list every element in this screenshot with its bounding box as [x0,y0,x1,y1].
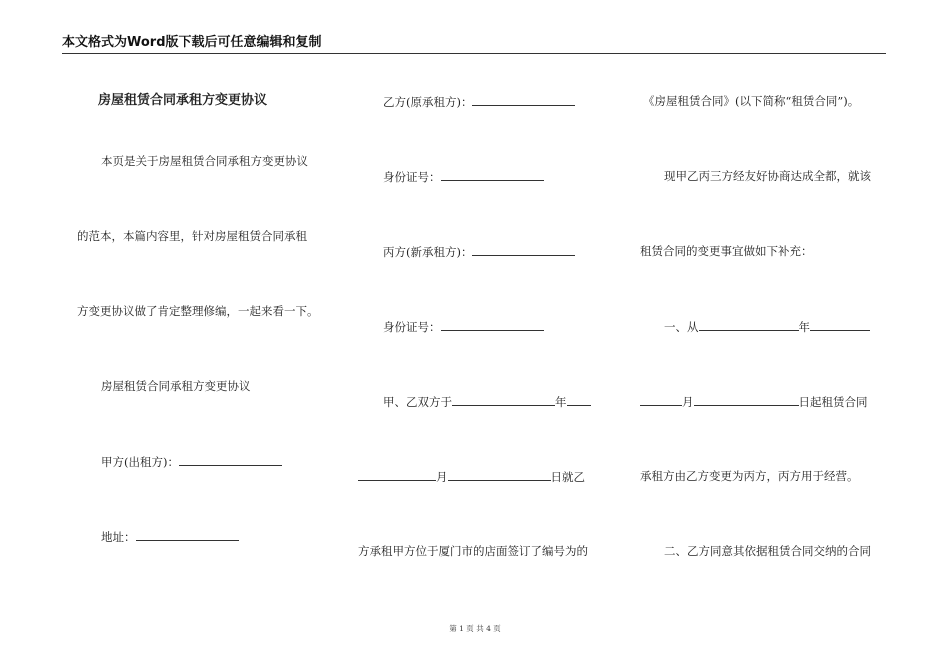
item-1-line [664,319,870,334]
item-1-day-blank [694,394,799,406]
party-a-label: 甲方(出租方)： [101,455,179,469]
item-1-month-blank-start [810,319,870,331]
tenant-change-line: 承租方由乙方变更为丙方，丙方用于经营。 [640,469,859,483]
party-b-label: 乙方(原承租方)： [383,95,473,109]
day-label: 日就乙 [550,470,585,484]
item-1-month-label: 月 [682,395,694,409]
year-label: 年 [555,395,567,409]
agreement-day-blank [448,469,551,481]
party-b-id-line [383,169,544,184]
item-1-line-2 [640,394,868,409]
party-a-blank [179,454,282,466]
item-1-year-label: 年 [798,320,810,334]
address-line [101,529,239,544]
agreement-month-blank [358,469,436,481]
header-title: 本文格式为Word版下载后可任意编辑和复制 [62,35,322,50]
intro-line-3: 方变更协议做了肯定整理修编，一起来看一下。 [77,304,319,318]
party-a-line [101,454,282,469]
month-label: 月 [436,470,448,484]
intro-line-2: 的范本，本篇内容里，针对房屋租赁合同承租 [77,229,307,243]
item-2-line: 二、乙方同意其依据租赁合同交纳的合同 [664,544,871,558]
item-1-month-blank [640,394,682,406]
document-title: 房屋租赁合同承租方变更协议 [98,93,268,108]
agreement-subtitle: 房屋租赁合同承租方变更协议 [101,379,251,393]
document-header [62,33,886,54]
address-label: 地址： [101,530,136,544]
party-c-id-blank [441,319,544,331]
party-b-line [383,94,575,109]
now-line-1: 现甲乙丙三方经友好协商达成全都，就该 [664,169,871,183]
party-b-id-blank [441,169,544,181]
agreement-month-blank-start [567,394,591,406]
page-number: 第 1 页 共 4 页 [449,624,501,633]
party-c-id-label: 身份证号： [383,320,441,334]
now-line-2: 租赁合同的变更事宜做如下补充： [640,244,813,258]
item-1-year-blank [699,319,799,331]
agreement-year-blank [452,394,555,406]
intro-line-1: 本页是关于房屋租赁合同承租方变更协议 [101,154,308,168]
item-1-effective: 日起租赁合同 [798,395,868,409]
party-c-id-line [383,319,544,334]
address-blank [136,529,239,541]
agreement-line-3: 方承租甲方位于厦门市的店面签订了编号为的 [358,544,588,558]
agreement-date-label: 甲、乙双方于 [383,395,452,409]
party-b-id-label: 身份证号： [383,170,441,184]
item-1-prefix: 一、从 [664,320,699,334]
party-c-blank [472,244,575,256]
party-b-blank [472,94,575,106]
party-c-label: 丙方(新承租方)： [383,245,473,259]
party-c-line [383,244,575,259]
contract-reference: 《房屋租赁合同》(以下简称“租赁合同”)。 [643,94,860,108]
agreement-date-line [383,394,591,409]
agreement-date-line-2 [358,469,585,484]
